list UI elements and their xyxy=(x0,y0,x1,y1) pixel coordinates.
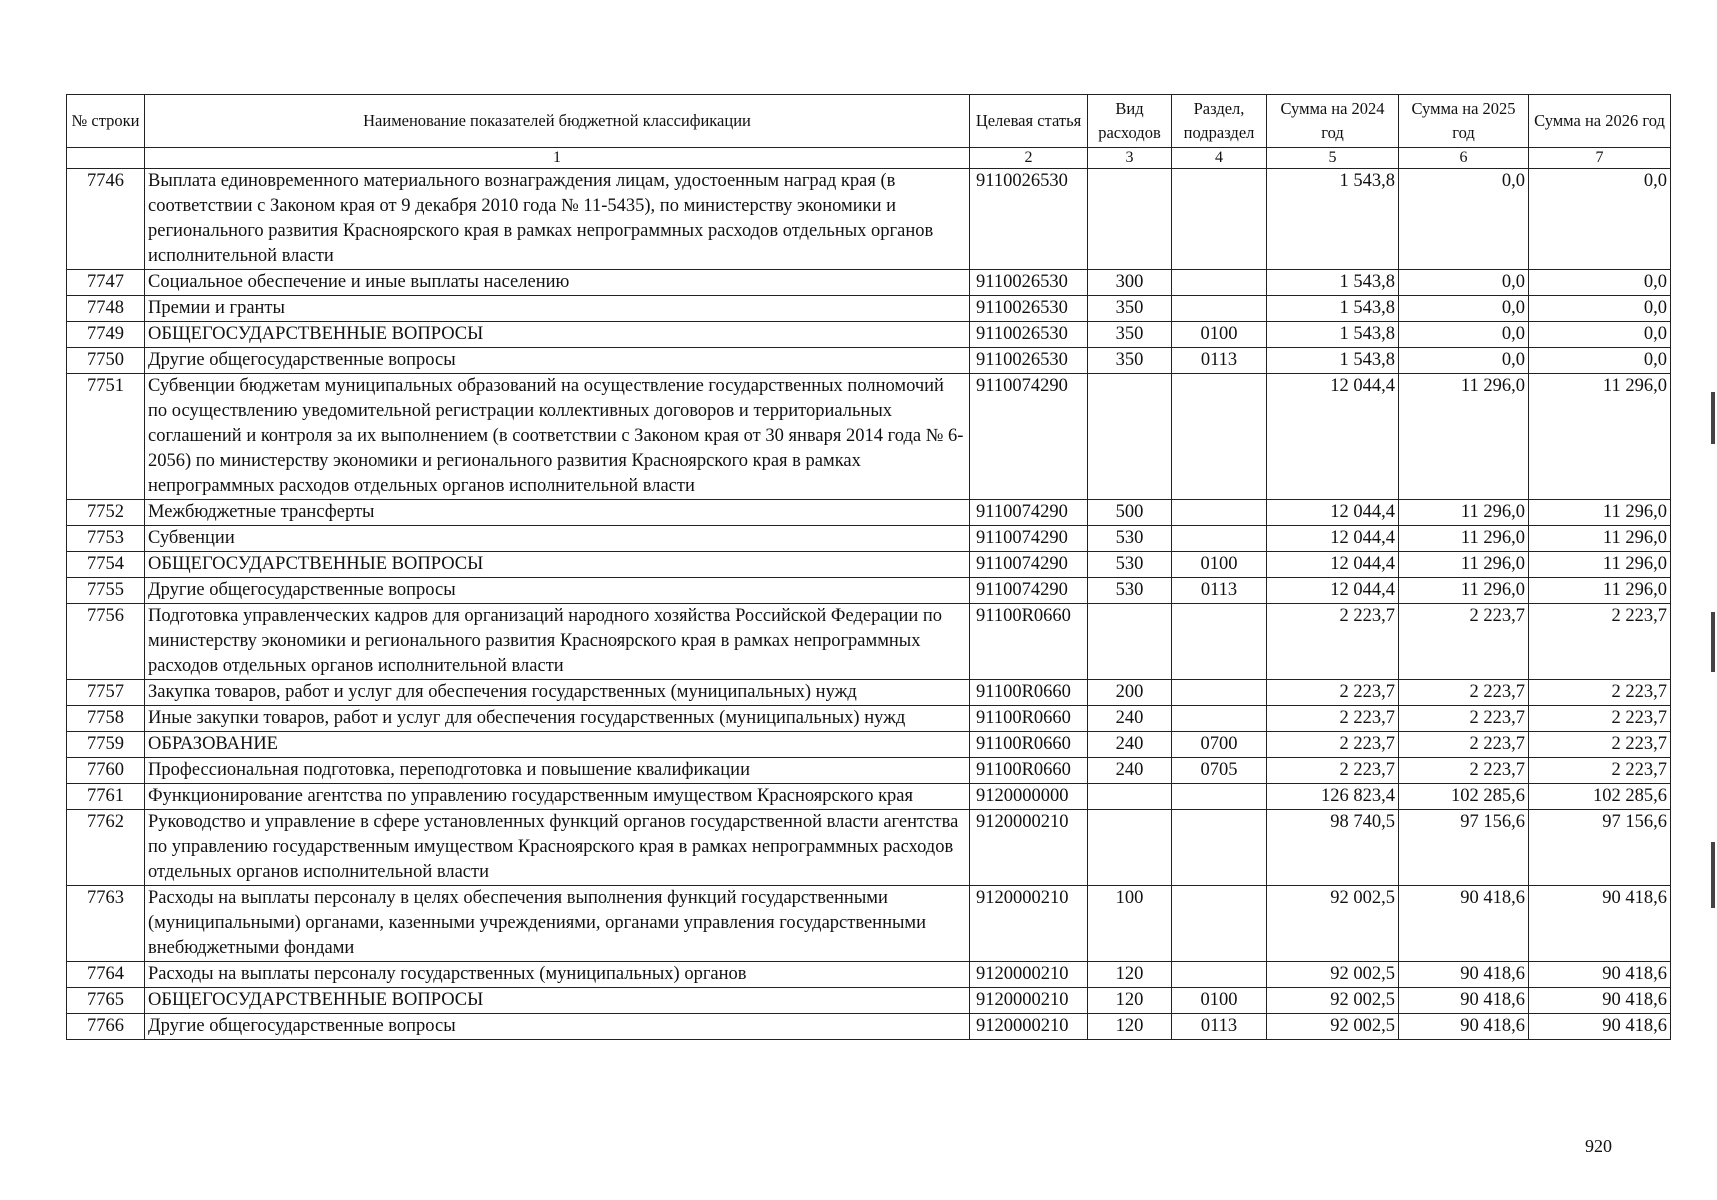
table-header-row xyxy=(67,95,1671,148)
table-row xyxy=(67,706,1671,732)
header-row-number: № строки xyxy=(67,95,145,148)
sum-2025-cell: 11 296,0 xyxy=(1399,578,1529,604)
sum-2024-cell: 12 044,4 xyxy=(1267,374,1399,500)
table-row xyxy=(67,169,1671,270)
section-cell: 0100 xyxy=(1172,322,1267,348)
name-cell: Межбюджетные трансферты xyxy=(145,500,970,526)
sum-2025-cell: 0,0 xyxy=(1399,169,1529,270)
section-cell xyxy=(1172,500,1267,526)
row-number-cell: 7758 xyxy=(67,706,145,732)
target-article-cell: 9110074290 xyxy=(970,500,1088,526)
target-article-cell: 91100R0660 xyxy=(970,706,1088,732)
sum-2024-cell: 92 002,5 xyxy=(1267,988,1399,1014)
sum-2026-cell: 0,0 xyxy=(1529,296,1671,322)
target-article-cell: 9120000210 xyxy=(970,988,1088,1014)
table-row xyxy=(67,500,1671,526)
table-row xyxy=(67,348,1671,374)
name-cell: ОБЩЕГОСУДАРСТВЕННЫЕ ВОПРОСЫ xyxy=(145,322,970,348)
column-number xyxy=(67,148,145,169)
sum-2024-cell: 2 223,7 xyxy=(1267,680,1399,706)
sum-2024-cell: 1 543,8 xyxy=(1267,348,1399,374)
name-cell: Закупка товаров, работ и услуг для обеспечения государственных (муниципальных) нужд xyxy=(145,680,970,706)
name-cell: Расходы на выплаты персоналу в целях обеспечения выполнения функций государственными (муниципальными) органами, казенными учреждениями, органами управления государственными внебюджетными фондами xyxy=(145,886,970,962)
target-article-cell: 9120000210 xyxy=(970,886,1088,962)
sum-2026-cell: 90 418,6 xyxy=(1529,1014,1671,1040)
sum-2026-cell: 0,0 xyxy=(1529,322,1671,348)
row-number-cell: 7764 xyxy=(67,962,145,988)
sum-2026-cell: 11 296,0 xyxy=(1529,526,1671,552)
sum-2025-cell: 11 296,0 xyxy=(1399,526,1529,552)
budget-table xyxy=(66,94,1671,1040)
target-article-cell: 9110074290 xyxy=(970,526,1088,552)
expense-type-cell: 350 xyxy=(1088,348,1172,374)
sum-2026-cell: 11 296,0 xyxy=(1529,578,1671,604)
row-number-cell: 7746 xyxy=(67,169,145,270)
column-number: 7 xyxy=(1529,148,1671,169)
table-row xyxy=(67,374,1671,500)
target-article-cell: 91100R0660 xyxy=(970,604,1088,680)
column-number: 2 xyxy=(970,148,1088,169)
section-cell: 0113 xyxy=(1172,348,1267,374)
sum-2025-cell: 90 418,6 xyxy=(1399,962,1529,988)
row-number-cell: 7753 xyxy=(67,526,145,552)
expense-type-cell xyxy=(1088,810,1172,886)
table-row xyxy=(67,552,1671,578)
sum-2025-cell: 0,0 xyxy=(1399,348,1529,374)
section-cell: 0700 xyxy=(1172,732,1267,758)
sum-2024-cell: 2 223,7 xyxy=(1267,758,1399,784)
column-number: 3 xyxy=(1088,148,1172,169)
sum-2024-cell: 12 044,4 xyxy=(1267,526,1399,552)
sum-2025-cell: 11 296,0 xyxy=(1399,374,1529,500)
table-row xyxy=(67,680,1671,706)
sum-2025-cell: 0,0 xyxy=(1399,270,1529,296)
table-row xyxy=(67,886,1671,962)
target-article-cell: 9110026530 xyxy=(970,322,1088,348)
section-cell: 0100 xyxy=(1172,552,1267,578)
name-cell: Субвенции xyxy=(145,526,970,552)
expense-type-cell: 240 xyxy=(1088,758,1172,784)
expense-type-cell: 200 xyxy=(1088,680,1172,706)
section-cell xyxy=(1172,169,1267,270)
sum-2025-cell: 2 223,7 xyxy=(1399,680,1529,706)
target-article-cell: 9120000210 xyxy=(970,810,1088,886)
row-number-cell: 7757 xyxy=(67,680,145,706)
header-section: Раздел, подраздел xyxy=(1172,95,1267,148)
section-cell: 0113 xyxy=(1172,1014,1267,1040)
table-row xyxy=(67,270,1671,296)
expense-type-cell: 350 xyxy=(1088,322,1172,348)
expense-type-cell: 530 xyxy=(1088,552,1172,578)
sum-2024-cell: 2 223,7 xyxy=(1267,706,1399,732)
header-target-article: Целевая статья xyxy=(970,95,1088,148)
expense-type-cell: 350 xyxy=(1088,296,1172,322)
header-sum-2024: Сумма на 2024 год xyxy=(1267,95,1399,148)
target-article-cell: 9120000000 xyxy=(970,784,1088,810)
sum-2026-cell: 0,0 xyxy=(1529,270,1671,296)
sum-2024-cell: 1 543,8 xyxy=(1267,169,1399,270)
row-number-cell: 7756 xyxy=(67,604,145,680)
name-cell: Субвенции бюджетам муниципальных образований на осуществление государственных полномочий по осуществлению уведомительной регистрации коллективных договоров и территориальных соглашений и контроля за их выполнением (в соответствии с Законом края от 30 января 2014 года № 6-2056) по министерству экономики и регионального развития Красноярского края в рамках непрограммных расходов отдельных органов исполнительной власти xyxy=(145,374,970,500)
section-cell xyxy=(1172,962,1267,988)
sum-2025-cell: 11 296,0 xyxy=(1399,552,1529,578)
sum-2024-cell: 2 223,7 xyxy=(1267,604,1399,680)
section-cell: 0705 xyxy=(1172,758,1267,784)
expense-type-cell: 240 xyxy=(1088,732,1172,758)
section-cell: 0113 xyxy=(1172,578,1267,604)
table-row xyxy=(67,604,1671,680)
header-name: Наименование показателей бюджетной классификации xyxy=(145,95,970,148)
expense-type-cell xyxy=(1088,604,1172,680)
header-expense-type: Вид расходов xyxy=(1088,95,1172,148)
sum-2025-cell: 11 296,0 xyxy=(1399,500,1529,526)
sum-2026-cell: 90 418,6 xyxy=(1529,988,1671,1014)
sum-2024-cell: 12 044,4 xyxy=(1267,578,1399,604)
expense-type-cell: 120 xyxy=(1088,988,1172,1014)
expense-type-cell xyxy=(1088,784,1172,810)
row-number-cell: 7765 xyxy=(67,988,145,1014)
sum-2026-cell: 2 223,7 xyxy=(1529,680,1671,706)
table-row xyxy=(67,732,1671,758)
target-article-cell: 9110074290 xyxy=(970,578,1088,604)
name-cell: Функционирование агентства по управлению государственным имуществом Красноярского края xyxy=(145,784,970,810)
row-number-cell: 7755 xyxy=(67,578,145,604)
sum-2024-cell: 92 002,5 xyxy=(1267,886,1399,962)
target-article-cell: 9120000210 xyxy=(970,1014,1088,1040)
table-row xyxy=(67,988,1671,1014)
sum-2026-cell: 11 296,0 xyxy=(1529,552,1671,578)
section-cell xyxy=(1172,706,1267,732)
row-number-cell: 7751 xyxy=(67,374,145,500)
target-article-cell: 9110074290 xyxy=(970,374,1088,500)
row-number-cell: 7759 xyxy=(67,732,145,758)
table-row xyxy=(67,962,1671,988)
sum-2024-cell: 126 823,4 xyxy=(1267,784,1399,810)
name-cell: ОБЩЕГОСУДАРСТВЕННЫЕ ВОПРОСЫ xyxy=(145,988,970,1014)
row-number-cell: 7762 xyxy=(67,810,145,886)
name-cell: Руководство и управление в сфере установленных функций органов государственной власти агентства по управлению государственным имуществом Красноярского края в рамках непрограммных расходов отдельных органов исполнительной власти xyxy=(145,810,970,886)
section-cell xyxy=(1172,374,1267,500)
sum-2024-cell: 2 223,7 xyxy=(1267,732,1399,758)
expense-type-cell: 530 xyxy=(1088,578,1172,604)
expense-type-cell: 500 xyxy=(1088,500,1172,526)
expense-type-cell: 100 xyxy=(1088,886,1172,962)
sum-2025-cell: 0,0 xyxy=(1399,296,1529,322)
sum-2025-cell: 0,0 xyxy=(1399,322,1529,348)
sum-2025-cell: 90 418,6 xyxy=(1399,886,1529,962)
scan-edge-mark xyxy=(1711,392,1715,444)
sum-2025-cell: 90 418,6 xyxy=(1399,988,1529,1014)
name-cell: Другие общегосударственные вопросы xyxy=(145,578,970,604)
table-row xyxy=(67,1014,1671,1040)
sum-2026-cell: 11 296,0 xyxy=(1529,374,1671,500)
row-number-cell: 7766 xyxy=(67,1014,145,1040)
scan-edge-mark xyxy=(1711,612,1715,672)
expense-type-cell xyxy=(1088,169,1172,270)
name-cell: ОБРАЗОВАНИЕ xyxy=(145,732,970,758)
sum-2026-cell: 0,0 xyxy=(1529,169,1671,270)
column-number: 1 xyxy=(145,148,970,169)
section-cell xyxy=(1172,604,1267,680)
target-article-cell: 9110026530 xyxy=(970,169,1088,270)
section-cell xyxy=(1172,296,1267,322)
target-article-cell: 9110026530 xyxy=(970,296,1088,322)
row-number-cell: 7749 xyxy=(67,322,145,348)
sum-2026-cell: 90 418,6 xyxy=(1529,886,1671,962)
section-cell xyxy=(1172,810,1267,886)
sum-2024-cell: 12 044,4 xyxy=(1267,500,1399,526)
section-cell xyxy=(1172,270,1267,296)
row-number-cell: 7752 xyxy=(67,500,145,526)
target-article-cell: 9110026530 xyxy=(970,348,1088,374)
row-number-cell: 7760 xyxy=(67,758,145,784)
section-cell xyxy=(1172,784,1267,810)
sum-2026-cell: 2 223,7 xyxy=(1529,604,1671,680)
sum-2024-cell: 1 543,8 xyxy=(1267,322,1399,348)
header-sum-2026: Сумма на 2026 год xyxy=(1529,95,1671,148)
table-body xyxy=(67,169,1671,1040)
target-article-cell: 91100R0660 xyxy=(970,680,1088,706)
row-number-cell: 7747 xyxy=(67,270,145,296)
sum-2025-cell: 102 285,6 xyxy=(1399,784,1529,810)
target-article-cell: 91100R0660 xyxy=(970,758,1088,784)
name-cell: Другие общегосударственные вопросы xyxy=(145,1014,970,1040)
table-row xyxy=(67,758,1671,784)
target-article-cell: 91100R0660 xyxy=(970,732,1088,758)
name-cell: ОБЩЕГОСУДАРСТВЕННЫЕ ВОПРОСЫ xyxy=(145,552,970,578)
expense-type-cell: 120 xyxy=(1088,1014,1172,1040)
section-cell: 0100 xyxy=(1172,988,1267,1014)
table-row xyxy=(67,322,1671,348)
sum-2025-cell: 90 418,6 xyxy=(1399,1014,1529,1040)
row-number-cell: 7748 xyxy=(67,296,145,322)
sum-2024-cell: 92 002,5 xyxy=(1267,962,1399,988)
name-cell: Профессиональная подготовка, переподготовка и повышение квалификации xyxy=(145,758,970,784)
table-row xyxy=(67,526,1671,552)
column-number: 4 xyxy=(1172,148,1267,169)
sum-2026-cell: 11 296,0 xyxy=(1529,500,1671,526)
sum-2024-cell: 1 543,8 xyxy=(1267,296,1399,322)
name-cell: Выплата единовременного материального вознаграждения лицам, удостоенным наград края (в соответствии с Законом края от 9 декабря 2010 года № 11-5435), по министерству экономики и регионального развития Красноярского края в рамках непрограммных расходов отдельных органов исполнительной власти xyxy=(145,169,970,270)
section-cell xyxy=(1172,886,1267,962)
column-number-row xyxy=(67,148,1671,169)
sum-2025-cell: 2 223,7 xyxy=(1399,604,1529,680)
sum-2025-cell: 2 223,7 xyxy=(1399,758,1529,784)
section-cell xyxy=(1172,526,1267,552)
sum-2025-cell: 2 223,7 xyxy=(1399,732,1529,758)
table-row xyxy=(67,810,1671,886)
sum-2024-cell: 1 543,8 xyxy=(1267,270,1399,296)
target-article-cell: 9110074290 xyxy=(970,552,1088,578)
sum-2024-cell: 98 740,5 xyxy=(1267,810,1399,886)
sum-2025-cell: 2 223,7 xyxy=(1399,706,1529,732)
expense-type-cell: 240 xyxy=(1088,706,1172,732)
expense-type-cell: 300 xyxy=(1088,270,1172,296)
sum-2026-cell: 2 223,7 xyxy=(1529,758,1671,784)
name-cell: Подготовка управленческих кадров для организаций народного хозяйства Российской Федерации по министерству экономики и регионального развития Красноярского края в рамках непрограммных расходов отдельных органов исполнительной власти xyxy=(145,604,970,680)
scan-edge-mark xyxy=(1711,842,1715,908)
target-article-cell: 9120000210 xyxy=(970,962,1088,988)
page-number: 920 xyxy=(1585,1136,1612,1156)
row-number-cell: 7750 xyxy=(67,348,145,374)
sum-2026-cell: 2 223,7 xyxy=(1529,706,1671,732)
name-cell: Другие общегосударственные вопросы xyxy=(145,348,970,374)
table-row xyxy=(67,296,1671,322)
sum-2024-cell: 92 002,5 xyxy=(1267,1014,1399,1040)
name-cell: Расходы на выплаты персоналу государственных (муниципальных) органов xyxy=(145,962,970,988)
row-number-cell: 7754 xyxy=(67,552,145,578)
sum-2026-cell: 0,0 xyxy=(1529,348,1671,374)
column-number: 6 xyxy=(1399,148,1529,169)
table-row xyxy=(67,784,1671,810)
target-article-cell: 9110026530 xyxy=(970,270,1088,296)
name-cell: Иные закупки товаров, работ и услуг для обеспечения государственных (муниципальных) нужд xyxy=(145,706,970,732)
sum-2026-cell: 90 418,6 xyxy=(1529,962,1671,988)
row-number-cell: 7761 xyxy=(67,784,145,810)
sum-2025-cell: 97 156,6 xyxy=(1399,810,1529,886)
name-cell: Премии и гранты xyxy=(145,296,970,322)
section-cell xyxy=(1172,680,1267,706)
header-sum-2025: Сумма на 2025 год xyxy=(1399,95,1529,148)
row-number-cell: 7763 xyxy=(67,886,145,962)
table-row xyxy=(67,578,1671,604)
sum-2024-cell: 12 044,4 xyxy=(1267,552,1399,578)
sum-2026-cell: 102 285,6 xyxy=(1529,784,1671,810)
name-cell: Социальное обеспечение и иные выплаты населению xyxy=(145,270,970,296)
sum-2026-cell: 97 156,6 xyxy=(1529,810,1671,886)
sum-2026-cell: 2 223,7 xyxy=(1529,732,1671,758)
expense-type-cell xyxy=(1088,374,1172,500)
expense-type-cell: 120 xyxy=(1088,962,1172,988)
column-number: 5 xyxy=(1267,148,1399,169)
expense-type-cell: 530 xyxy=(1088,526,1172,552)
